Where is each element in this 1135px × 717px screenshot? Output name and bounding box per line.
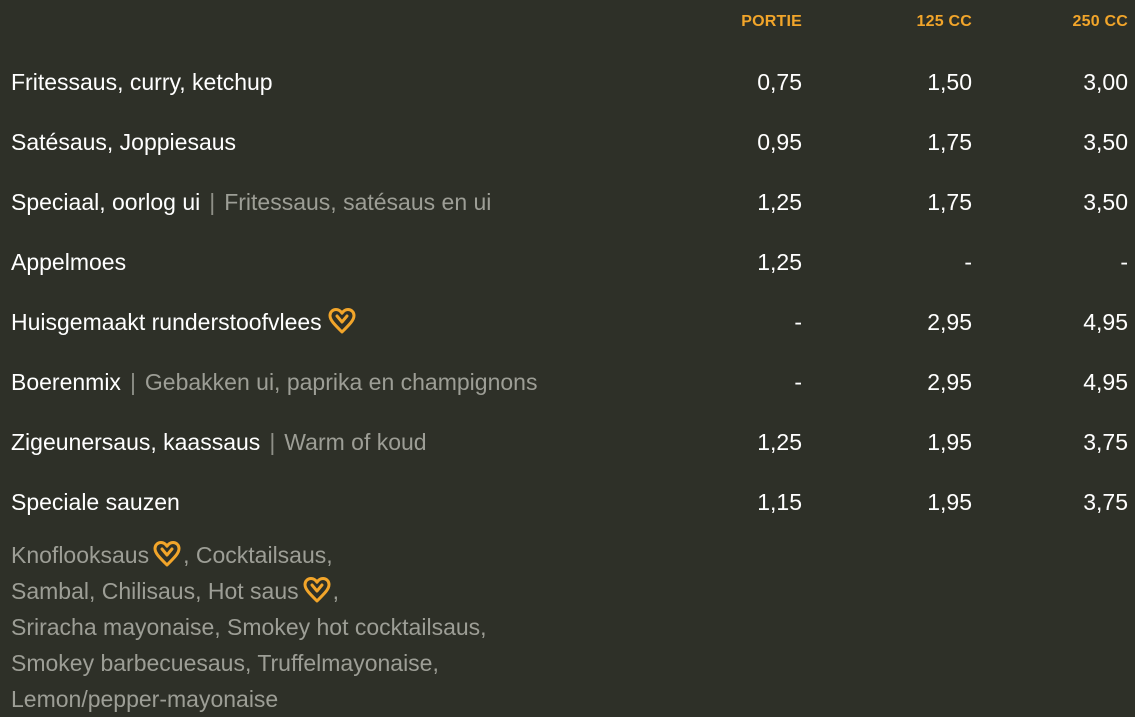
special-sauces-list: [11, 537, 631, 717]
list-line: [11, 537, 631, 573]
menu-row-fritessaus: [11, 67, 1128, 97]
item-name-text: Boerenmix: [11, 369, 121, 395]
price-portie: 1,15: [757, 489, 802, 515]
separator: |: [269, 429, 276, 455]
item-name: [11, 67, 273, 97]
menu-row-speciale-sauzen: [11, 487, 1128, 517]
price-portie: 1,25: [757, 189, 802, 215]
price-250cc: 3,75: [1083, 429, 1128, 455]
heart-recommended-icon: [303, 577, 331, 603]
item-name: [11, 487, 180, 517]
column-header-portie: PORTIE: [741, 13, 802, 30]
price-portie: 1,25: [757, 249, 802, 275]
price-125cc: 1,75: [927, 129, 972, 155]
item-name-text: Satésaus, Joppiesaus: [11, 129, 237, 155]
price-250cc: 3,75: [1083, 489, 1128, 515]
menu-row-zigeunersaus: [11, 427, 1128, 457]
price-250cc: 3,00: [1083, 69, 1128, 95]
list-text: ,: [332, 578, 340, 604]
price-250cc: -: [1120, 249, 1128, 275]
item-name-text: Zigeunersaus, kaassaus: [11, 429, 261, 455]
heart-recommended-icon: [153, 541, 181, 567]
price-250cc: 3,50: [1083, 129, 1128, 155]
price-125cc: 2,95: [927, 369, 972, 395]
item-description: Fritessaus, satésaus en ui: [224, 189, 492, 215]
item-description: Gebakken ui, paprika en champignons: [144, 369, 538, 395]
price-portie: 0,95: [757, 129, 802, 155]
menu-row-speciaal: [11, 187, 1128, 217]
item-description: Warm of koud: [284, 429, 427, 455]
price-250cc: 4,95: [1083, 369, 1128, 395]
item-name: [11, 307, 356, 337]
menu-row-runderstoofvlees: [11, 307, 1128, 337]
separator: |: [209, 189, 216, 215]
heart-recommended-icon: [328, 308, 356, 334]
price-125cc: 1,75: [927, 189, 972, 215]
item-name-text: Huisgemaakt runderstoofvlees: [11, 309, 322, 335]
item-name: [11, 127, 236, 157]
price-portie: -: [794, 309, 802, 335]
price-portie: -: [794, 369, 802, 395]
item-name-text: Appelmoes: [11, 249, 127, 275]
list-line: Lemon/pepper-mayonaise: [11, 686, 279, 712]
item-name: [11, 247, 126, 277]
separator: |: [129, 369, 136, 395]
item-name-text: Speciale sauzen: [11, 489, 180, 515]
column-header-125cc: 125 CC: [916, 13, 972, 30]
price-125cc: 2,95: [927, 309, 972, 335]
price-portie: 0,75: [757, 69, 802, 95]
price-portie: 1,25: [757, 429, 802, 455]
list-line: [11, 573, 631, 609]
list-line: Smokey barbecuesaus, Truffelmayonaise,: [11, 650, 439, 676]
item-name: [11, 427, 427, 457]
menu-row-satesaus: [11, 127, 1128, 157]
item-name: [11, 367, 537, 397]
price-250cc: 3,50: [1083, 189, 1128, 215]
list-text: Knoflooksaus: [11, 542, 150, 568]
price-125cc: 1,95: [927, 429, 972, 455]
list-line: Sriracha mayonaise, Smokey hot cocktailsaus,: [11, 614, 487, 640]
list-text: , Cocktailsaus,: [183, 542, 333, 568]
price-125cc: 1,95: [927, 489, 972, 515]
price-250cc: 4,95: [1083, 309, 1128, 335]
column-header-250cc: 250 CC: [1072, 13, 1128, 30]
list-text: Sambal, Chilisaus, Hot saus: [11, 578, 299, 604]
menu-row-boerenmix: [11, 367, 1128, 397]
price-125cc: 1,50: [927, 69, 972, 95]
item-name: [11, 187, 491, 217]
item-name-text: Fritessaus, curry, ketchup: [11, 69, 273, 95]
menu-row-appelmoes: [11, 247, 1128, 277]
price-125cc: -: [964, 249, 972, 275]
item-name-text: Speciaal, oorlog ui: [11, 189, 201, 215]
